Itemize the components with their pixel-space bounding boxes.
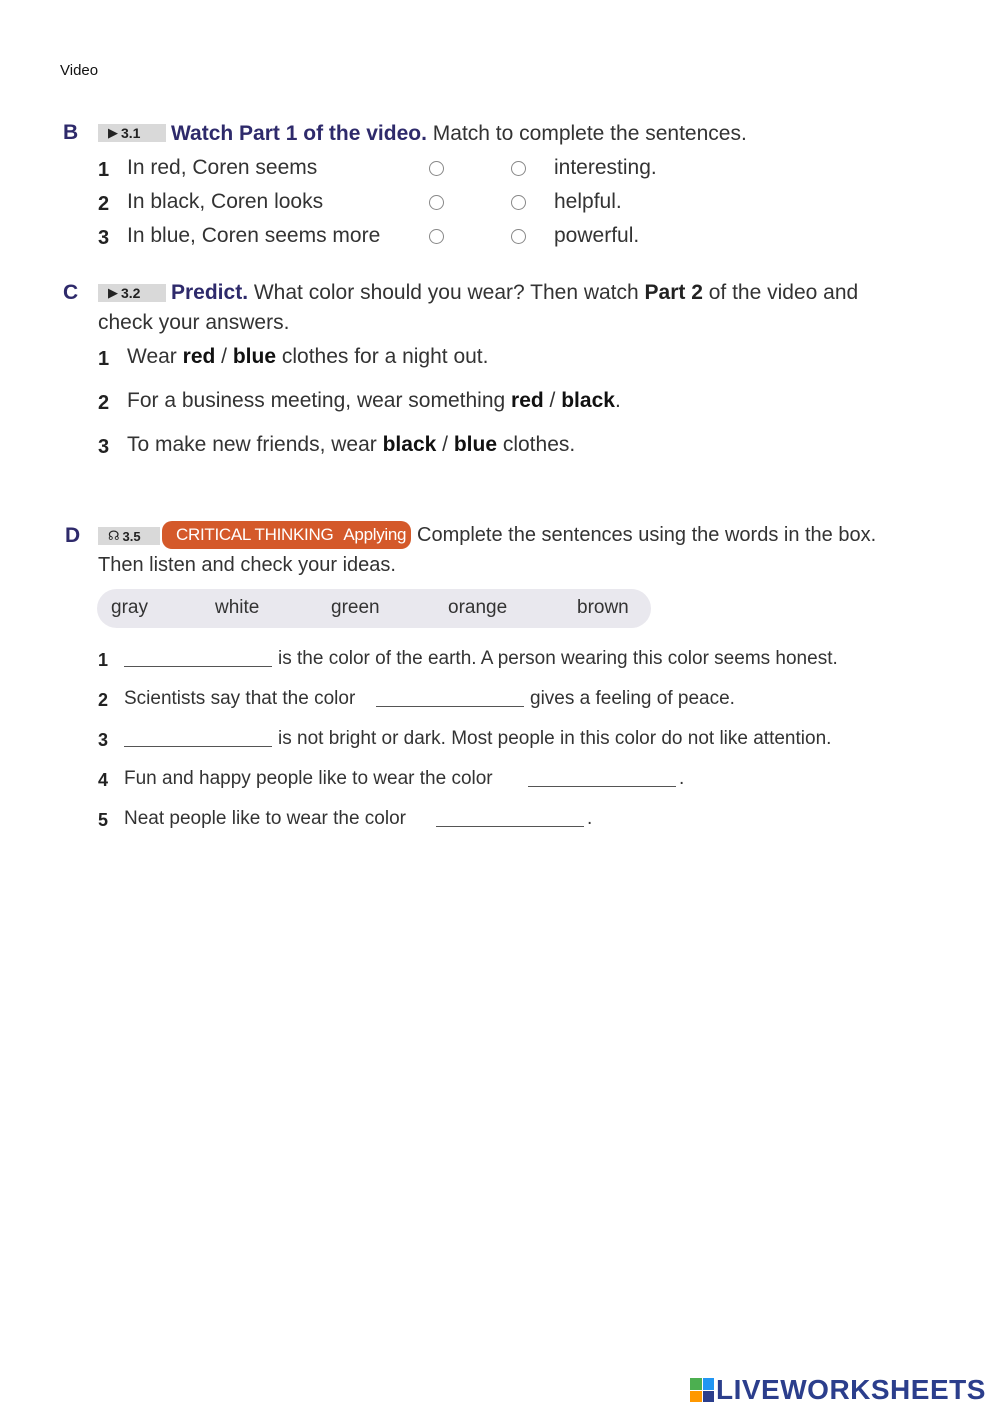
word-box-item[interactable]: gray bbox=[111, 597, 148, 618]
section-d-title: Complete the sentences using the words in the box. bbox=[417, 524, 877, 546]
section-d-badge-number: 3.5 bbox=[122, 528, 141, 544]
section-d-audio-badge[interactable] bbox=[98, 527, 160, 545]
choice-separator: / bbox=[436, 433, 454, 456]
match-left-text: In blue, Coren seems more bbox=[127, 224, 381, 247]
section-c-badge-number: 3.2 bbox=[121, 285, 141, 301]
item-number: 1 bbox=[98, 650, 109, 670]
section-b-badge-number: 3.1 bbox=[121, 125, 141, 141]
section-c-video-badge[interactable] bbox=[98, 284, 166, 302]
sentence-text: clothes for a night out. bbox=[276, 345, 489, 368]
play-icon: ▶ bbox=[108, 125, 118, 140]
section-c-instruction-line2: check your answers. bbox=[98, 311, 290, 334]
section-b-instruction-text: Match to complete the sentences. bbox=[426, 122, 747, 145]
sentence-text: Scientists say that the color bbox=[124, 688, 356, 709]
sentence-text: clothes. bbox=[497, 433, 576, 456]
critical-thinking-tag bbox=[162, 521, 411, 549]
section-d-instruction-line2: Then listen and check your ideas. bbox=[98, 554, 396, 576]
liveworksheets-logo[interactable] bbox=[690, 1374, 986, 1406]
sentence-punctuation: . bbox=[587, 808, 593, 829]
sentence-text: is not bright or dark. Most people in this color do not like attention. bbox=[278, 728, 832, 749]
choice-option[interactable]: red bbox=[511, 389, 544, 412]
sentence-text: Wear bbox=[127, 345, 183, 368]
sentence-text: is the color of the earth. A person wearing this color seems honest. bbox=[278, 648, 838, 669]
word-box-item[interactable]: orange bbox=[448, 597, 508, 618]
sentence-text: For a business meeting, wear something bbox=[127, 389, 512, 412]
choice-separator: / bbox=[215, 345, 233, 368]
page-label: Video bbox=[60, 62, 99, 79]
word-box bbox=[97, 589, 651, 628]
section-d-letter: D bbox=[65, 524, 81, 547]
section-b-video-badge[interactable] bbox=[98, 124, 166, 142]
sentence-text: . bbox=[614, 389, 621, 412]
match-left-radio[interactable] bbox=[429, 195, 444, 210]
match-right-text: helpful. bbox=[554, 190, 622, 213]
item-number: 3 bbox=[98, 227, 110, 249]
item-number: 3 bbox=[98, 730, 109, 750]
sentence-text: gives a feeling of peace. bbox=[530, 688, 735, 709]
logo-text: LIVEWORKSHEETS bbox=[716, 1374, 986, 1405]
match-right-radio[interactable] bbox=[511, 229, 526, 244]
answer-blank[interactable] bbox=[528, 786, 676, 787]
choice-option[interactable]: black bbox=[561, 389, 615, 412]
choice-sentence bbox=[127, 345, 488, 369]
instruction-bold: Part 2 bbox=[644, 281, 703, 304]
sentence-text: To make new friends, wear bbox=[127, 433, 383, 456]
tag-applying: Applying bbox=[343, 525, 407, 544]
choice-option[interactable]: black bbox=[382, 433, 437, 456]
item-number: 4 bbox=[98, 770, 109, 790]
item-number: 2 bbox=[98, 193, 110, 215]
item-number: 3 bbox=[98, 436, 110, 458]
answer-blank[interactable] bbox=[436, 826, 584, 827]
match-right-text: powerful. bbox=[554, 224, 640, 247]
item-number: 5 bbox=[98, 810, 109, 830]
word-box-item[interactable]: green bbox=[331, 597, 380, 618]
match-right-text: interesting. bbox=[554, 156, 657, 179]
match-left-radio[interactable] bbox=[429, 229, 444, 244]
headphones-icon: ☊ bbox=[108, 528, 120, 543]
section-b-title: Watch Part 1 of the video. bbox=[171, 122, 427, 145]
match-left-text: In black, Coren looks bbox=[127, 190, 324, 213]
sentence-text: Fun and happy people like to wear the color bbox=[124, 768, 493, 789]
instruction-text: of the video and bbox=[702, 281, 859, 304]
choice-sentence bbox=[127, 389, 621, 413]
section-c-letter: C bbox=[63, 281, 79, 304]
match-right-radio[interactable] bbox=[511, 161, 526, 176]
choice-option[interactable]: blue bbox=[232, 345, 277, 368]
answer-blank[interactable] bbox=[124, 746, 272, 747]
answer-blank[interactable] bbox=[124, 666, 272, 667]
play-icon: ▶ bbox=[108, 285, 118, 300]
answer-blank[interactable] bbox=[376, 706, 524, 707]
sentence-punctuation: . bbox=[679, 768, 685, 789]
instruction-text: What color should you wear? Then watch bbox=[248, 281, 645, 304]
match-left-text: In red, Coren seems bbox=[127, 156, 318, 179]
item-number: 1 bbox=[98, 348, 110, 370]
section-b-letter: B bbox=[63, 121, 79, 144]
choice-separator: / bbox=[543, 389, 562, 412]
word-box-item[interactable]: white bbox=[215, 597, 260, 618]
liveworksheets-logo-icon bbox=[690, 1378, 714, 1402]
word-box-item[interactable]: brown bbox=[577, 597, 629, 618]
item-number: 2 bbox=[98, 392, 110, 414]
section-c-instruction bbox=[171, 278, 858, 308]
item-number: 1 bbox=[98, 159, 110, 181]
choice-sentence bbox=[127, 433, 575, 457]
match-right-radio[interactable] bbox=[511, 195, 526, 210]
tag-critical-thinking: CRITICAL THINKING bbox=[176, 525, 334, 544]
choice-option[interactable]: red bbox=[182, 345, 216, 368]
match-left-radio[interactable] bbox=[429, 161, 444, 176]
section-c-title: Predict. bbox=[171, 281, 249, 304]
sentence-text: Neat people like to wear the color bbox=[124, 808, 406, 829]
item-number: 2 bbox=[98, 690, 109, 710]
section-b-instruction bbox=[171, 119, 747, 149]
choice-option[interactable]: blue bbox=[453, 433, 497, 456]
